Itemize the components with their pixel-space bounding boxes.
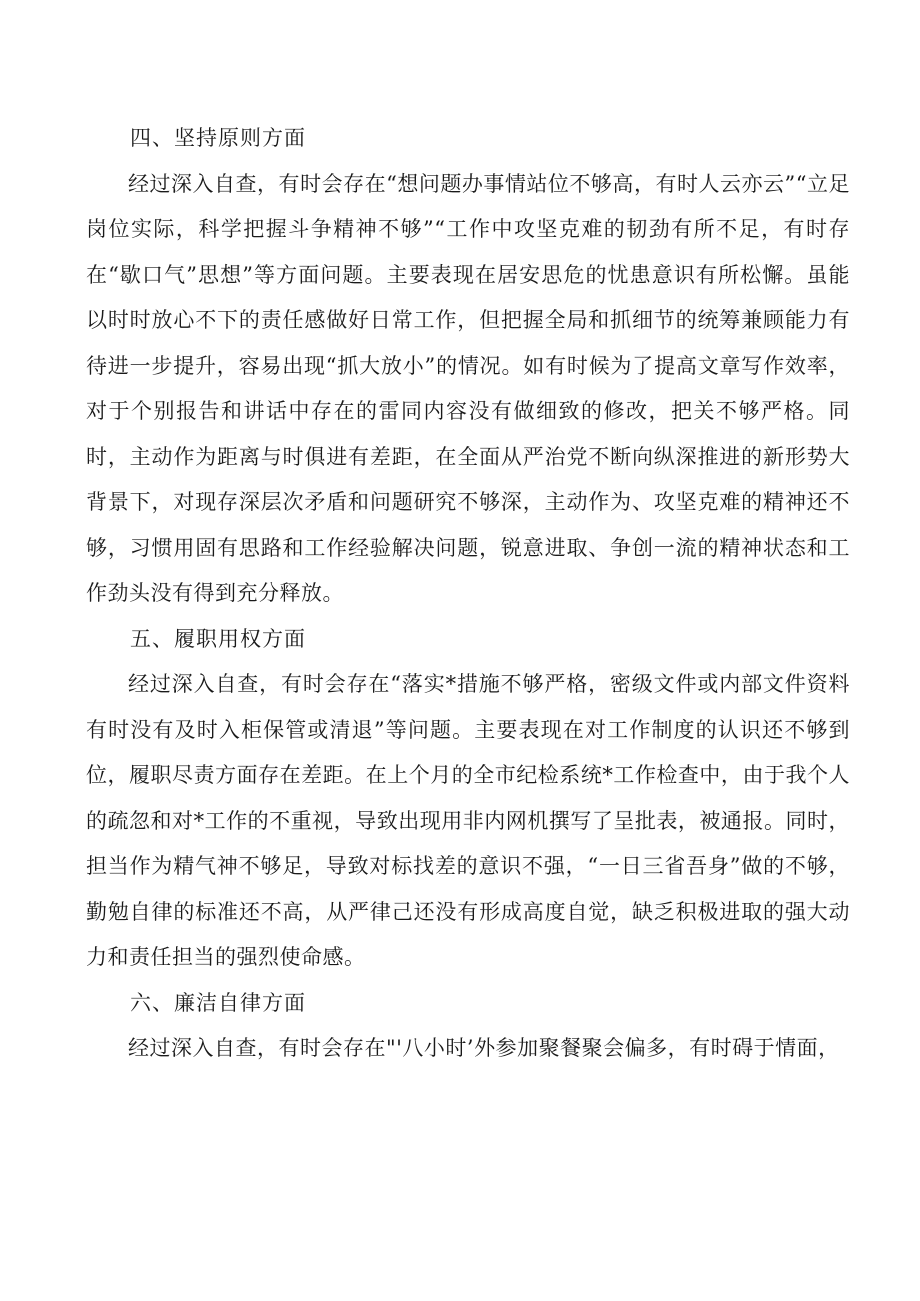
section-heading-duty: 五、履职用权方面: [130, 626, 306, 651]
section-heading-integrity: 六、廉洁自律方面: [130, 990, 306, 1015]
section-heading-principles: 四、坚持原则方面: [130, 126, 306, 150]
section-paragraph-integrity: 经过深入自查，有时会存在"'八小时’外参加聚餐聚会偏多，有时碍于情面，: [128, 1036, 840, 1060]
document-body: [86, 116, 850, 1072]
section-paragraph-duty: 经过深入自查，有时会存在“落实*措施不够严格，密级文件或内部文件资料有时没有及时入柜保管或清退”等问题。主要表现在对工作制度的认识还不够到位，履职尽责方面存在差距。在上个月的全市纪检系统*工作检查中，由于我个人的疏忽和对*工作的不重视，导致出现用非内网机撰写了呈批表，被通报。同时，担当作为精气神不够足，导致对标找差的意识不强，“一日三省吾身”做的不够，勤勉自律的标准还不高，从严律己还没有形成高度自觉，缺乏积极进取的强大动力和责任担当的强烈使命感。: [86, 672, 850, 969]
section-paragraph-principles: 经过深入自查，有时会存在“想问题办事情站位不够高，有时人云亦云”“立足岗位实际，科学把握斗争精神不够”“工作中攻坚克难的韧劲有所不足，有时存在“歇口气”思想”等方面问题。主要表现在居安思危的忧患意识有所松懈。虽能以时时放心不下的责任感做好日常工作，但把握全局和抓细节的统筹兼顾能力有待进一步提升，容易出现“抓大放小”的情况。如有时候为了提高文章写作效率，对于个别报告和讲话中存在的雷同内容没有做细致的修改，把关不够严格。同时，主动作为距离与时俱进有差距，在全面从严治党不断向纵深推进的新形势大背景下，对现存深层次矛盾和问题研究不够深，主动作为、攻坚克难的精神还不够，习惯用固有思路和工作经验解决问题，锐意进取、争创一流的精神状态和工作劲头没有得到充分释放。: [86, 171, 850, 605]
